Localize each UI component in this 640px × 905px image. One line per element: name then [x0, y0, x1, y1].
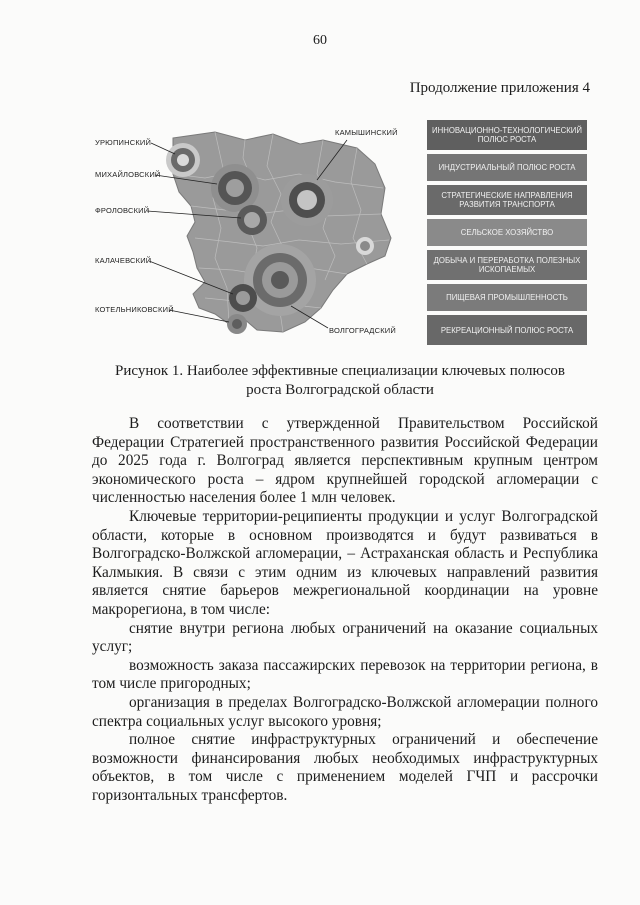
legend [427, 120, 587, 349]
pole-frolovsky [237, 205, 267, 235]
label-volgogradsky: ВОЛГОГРАДСКИЙ [329, 326, 396, 335]
pole-small-east [356, 237, 374, 255]
legend-label: ДОБЫЧА И ПЕРЕРАБОТКА ПОЛЕЗНЫХ ИСКОПАЕМЫХ [433, 256, 581, 274]
label-kamyshinsky: КАМЫШИНСКИЙ [335, 128, 398, 137]
legend-label: ИННОВАЦИОННО-ТЕХНОЛОГИЧЕСКИЙ ПОЛЮС РОСТА [432, 126, 582, 144]
page-number: 60 [313, 33, 327, 48]
body-text [92, 415, 598, 805]
label-mikhaylovsky: МИХАЙЛОВСКИЙ [95, 170, 161, 179]
label-kalachevsky: КАЛАЧЕВСКИЙ [95, 256, 152, 265]
legend-label: РЕКРЕАЦИОННЫЙ ПОЛЮС РОСТА [440, 325, 574, 335]
pole-kotelnikovsky [227, 314, 247, 334]
list-item: снятие внутри региона любых ограничений на оказание социальных услуг; [92, 619, 598, 656]
list-item: организация в пределах Волгоградско-Волжской агломерации полного спектра социальных услуг высокого уровня; [92, 693, 598, 730]
figure-map [95, 118, 595, 343]
legend-label: СЕЛЬСКОЕ ХОЗЯЙСТВО [460, 228, 554, 237]
legend-item [427, 185, 587, 215]
paragraph: Ключевые территории-реципиенты продукции и услуг Волгоградской области, которые в основном производятся и будут развиваться в Волгоградско-Волжской агломерации, – Астраханская область и Республика Калмыкия. В связи с этим одним из ключевых направлений развития является снятие барьеров межрегиональной координации на уровне макрорегиона, в том числе: [92, 507, 598, 618]
legend-label: ПИЩЕВАЯ ПРОМЫШЛЕННОСТЬ [446, 293, 568, 302]
caption-line-1: Рисунок 1. Наиболее эффективные специализации ключевых полюсов [115, 363, 565, 379]
legend-item [427, 250, 587, 280]
figure-caption [60, 362, 620, 400]
caption-line-2: роста Волгоградской области [246, 382, 434, 398]
label-kotelnikovsky: КОТЕЛЬНИКОВСКИЙ [95, 305, 174, 314]
appendix-continuation: Продолжение приложения 4 [409, 80, 590, 96]
legend-item [427, 315, 587, 345]
label-uryupinsky: УРЮПИНСКИЙ [95, 138, 152, 147]
list-item: возможность заказа пассажирских перевозок на территории региона, в том числе пригородных; [92, 656, 598, 693]
label-frolovsky: ФРОЛОВСКИЙ [95, 206, 150, 215]
pole-kamyshinsky [281, 174, 333, 226]
legend-label: СТРАТЕГИЧЕСКИЕ НАПРАВЛЕНИЯ РАЗВИТИЯ ТРАНСПОРТА [441, 191, 573, 209]
legend-item [427, 120, 587, 150]
legend-item [427, 154, 587, 181]
paragraph: В соответствии с утвержденной Правительством Российской Федерации Стратегией пространственного развития Российской Федерации до 2025 года г. Волгоград является перспективным крупным центром экономического роста – ядром крупнейшей городской агломерации с численностью населения более 1 млн человек. [92, 415, 598, 507]
legend-item [427, 284, 587, 311]
pole-mikhaylovsky [211, 164, 259, 212]
legend-item [427, 219, 587, 246]
pole-uryupinsky [166, 143, 200, 177]
pole-kalachevsky [229, 284, 257, 312]
list-item: полное снятие инфраструктурных ограничений и обеспечение возможности финансирования любых необходимых инфраструктурных объектов, в том числе с применением моделей ГЧП и рассрочки горизонтальных трансфертов. [92, 731, 598, 804]
legend-label: ИНДУСТРИАЛЬНЫЙ ПОЛЮС РОСТА [438, 163, 576, 172]
